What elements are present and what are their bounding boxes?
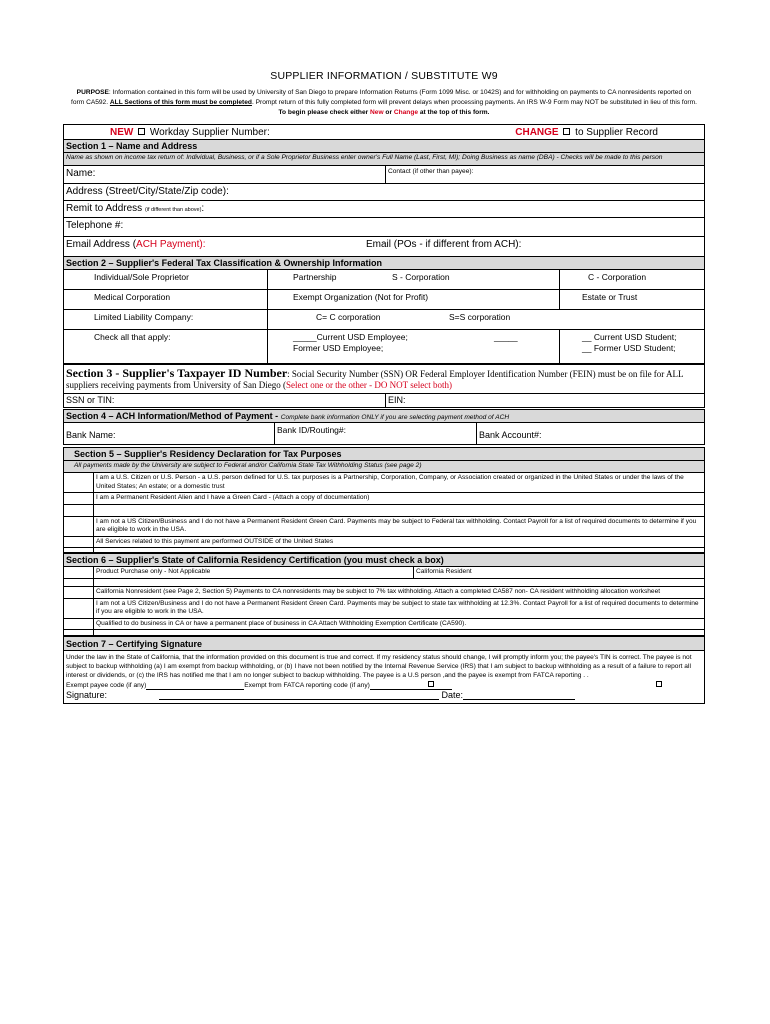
bank-row — [63, 423, 705, 445]
product-checkbox[interactable] — [64, 567, 94, 578]
partnership-option[interactable]: Partnership — [267, 270, 387, 289]
date-field[interactable] — [463, 699, 575, 700]
ca-resident-option[interactable]: California Resident — [416, 568, 472, 575]
residency-checkbox-3[interactable] — [64, 517, 94, 536]
qualified-checkbox[interactable] — [64, 619, 94, 630]
section3-heading: Section 3 - Supplier's Taxpayer ID Number — [66, 365, 288, 380]
section4-heading: Section 4 – ACH Information/Method of Payment - Complete bank information ONLY if you are selecting payment method of ACH — [63, 409, 705, 423]
signature-label: Signature: — [66, 690, 108, 700]
tax-class-row-1 — [63, 270, 705, 290]
ca-row-2: California Nonresident (see Page 2, Section 5) Payments to CA nonresidents may be subject to 7% tax withholding. Attach a completed CA587 non- CA resident withholding allocation worksheet — [63, 587, 705, 599]
residency-spacer — [63, 505, 705, 517]
residency-option-4: All Services related to this payment are performed OUTSIDE of the United States — [63, 537, 705, 549]
llc-option[interactable]: Limited Liability Company: — [94, 311, 194, 322]
residency-checkbox-2[interactable] — [64, 493, 94, 504]
fatca-checkbox-2[interactable] — [656, 681, 662, 687]
section1-instructions: Name as shown on income tax return of: Individual, Business, or if a Sole Proprietor Business enter owner's Full Name (Last, First, MI); Doing Business as name (DBA) - Checks will be made to this person — [63, 153, 705, 166]
ssn-field[interactable]: SSN or TIN: — [64, 394, 386, 407]
exempt-payee-label: Exempt payee code (if any) — [66, 682, 147, 689]
nonresident-checkbox[interactable] — [64, 587, 94, 598]
current-employee-option[interactable]: _____Current USD Employee; — [293, 331, 408, 342]
change-label: CHANGE — [515, 126, 559, 138]
account-field[interactable]: Bank Account#: — [476, 423, 704, 444]
telephone-row — [63, 218, 705, 237]
exempt-payee-field[interactable] — [146, 689, 244, 690]
s-corp-option[interactable]: S - Corporation — [392, 271, 450, 282]
remit-row — [63, 201, 705, 218]
residency-option-3: I am not a US Citizen/Business and I do not have a Permanent Resident Green Card. Payments may be subject to Federal tax withholding. Contact Payroll for a list of required documents to determine if you are eligible to work in the USA. — [63, 517, 705, 537]
date-label: Date: — [441, 690, 464, 700]
name-row — [63, 166, 705, 184]
residency-checkbox-4[interactable] — [64, 537, 94, 548]
not-us-checkbox[interactable] — [64, 599, 94, 618]
check-all-label: Check all that apply: — [94, 331, 171, 342]
product-option: Product Purchase only - Not Applicable — [94, 567, 414, 578]
change-checkbox[interactable] — [563, 128, 570, 135]
ca-row-1 — [63, 567, 705, 579]
change-text: to Supplier Record — [575, 126, 658, 138]
residency-checkbox-1[interactable] — [64, 473, 94, 492]
new-checkbox[interactable] — [138, 128, 145, 135]
form-page — [63, 70, 705, 704]
current-student-option[interactable]: __ Current USD Student; — [582, 331, 677, 342]
fatca-checkbox-1[interactable] — [428, 681, 434, 687]
section5-heading: Section 5 – Supplier's Residency Declaration for Tax Purposes — [63, 447, 705, 461]
ca-row-4: Qualified to do business in CA or have a permanent place of business in CA Attach Withholding Exemption Certificate (CA590). — [63, 619, 705, 631]
estate-option[interactable]: Estate or Trust — [559, 290, 704, 309]
new-label: NEW — [110, 126, 134, 138]
residency-option-1: I am a U.S. Citizen or U.S. Person - a U.S. person defined for U.S. tax purposes is a Partnership, Corporation, Company, or Association created or organized in the United States or under the laws of the United States; An estate; or a domestic trust — [63, 473, 705, 493]
exempt-fatca-label: Exempt from FATCA reporting code (if any) — [244, 682, 370, 689]
email-po-field[interactable]: Email (POs - if different from ACH): — [366, 238, 522, 250]
certification-block — [63, 651, 705, 704]
c-corp-option[interactable]: C - Corporation — [559, 270, 704, 289]
name-field[interactable]: Name: — [64, 166, 386, 183]
s-corp-llc: S=S corporation — [449, 311, 511, 322]
tax-class-row-2 — [63, 290, 705, 310]
telephone-field[interactable]: Telephone #: — [66, 219, 124, 231]
former-employee-option[interactable]: Former USD Employee; — [293, 342, 384, 353]
purpose-paragraph: PURPOSE: Information contained in this form will be used by University of San Diego to prepare Information Returns (Form 1099 Misc. or 1042S) and for withholding on payments to CA nonresidents reported on form CA592. ALL Sections of this form must be completed. Prompt return of this fully completed form will prevent delays when processing payments. An IRS W-9 Form may NOT be substituted in lieu of this form. To begin please check either New or Change at the top of this form. — [71, 89, 697, 116]
check-all-row — [63, 330, 705, 364]
medical-option[interactable]: Medical Corporation — [94, 291, 171, 302]
former-student-option[interactable]: __ Former USD Student; — [582, 342, 676, 353]
blank-line: _____ — [494, 331, 518, 342]
tax-class-row-3 — [63, 310, 705, 330]
exempt-option[interactable]: Exempt Organization (Not for Profit) — [267, 290, 559, 309]
form-title: SUPPLIER INFORMATION / SUBSTITUTE W9 — [270, 70, 498, 82]
bank-name-field[interactable]: Bank Name: — [66, 429, 116, 440]
email-ach-field[interactable]: Email Address (ACH Payment): — [66, 238, 206, 250]
routing-field[interactable]: Bank ID/Routing#: — [274, 423, 476, 444]
taxid-row — [63, 394, 705, 408]
section5-instructions: All payments made by the University are subject to Federal and/or California State Tax Withholding Status (see page 2) — [63, 461, 705, 474]
section6-heading: Section 6 – Supplier's State of California Residency Certification (you must check a box) — [63, 553, 705, 567]
section1-heading: Section 1 – Name and Address — [63, 140, 705, 153]
ca-row-3: I am not a US Citizen/Business and I do not have a Permanent Resident Green Card. Payments may be subject to state tax withholding at 12.3%. Contact Payroll for a list of required documents to determine if you are eligible to work in the USA. — [63, 599, 705, 619]
residency-option-2: I am a Permanent Resident Alien and I have a Green Card - (Attach a copy of documentation) — [63, 493, 705, 505]
workday-supplier-label: Workday Supplier Number: — [149, 126, 270, 138]
new-change-row — [63, 124, 705, 140]
individual-option[interactable]: Individual/Sole Proprietor — [94, 271, 189, 282]
certification-text: Under the law in the State of California, that the information provided on this document is true and correct. If my residency status should change, I will promptly inform you; the payee's TIN is correct. The payee is not subject to backup withholding (a) I am exempt from backup withholding, or (b) I have not been notified by the Internal Revenue Service (IRS) that I am subject to backup withholding as a result of a failure to report all interest or dividends, or (c) the IRS has notified me that I am no longer subject to backup withholding. The payee is a U.S person ,and the payee is exempt from FATCA reporting . . — [66, 654, 692, 679]
address-field[interactable]: Address (Street/City/State/Zip code): — [66, 185, 229, 197]
section2-heading: Section 2 – Supplier's Federal Tax Classification & Ownership Information — [63, 257, 705, 270]
section7-heading: Section 7 – Certifying Signature — [63, 636, 705, 651]
signature-field[interactable] — [159, 699, 439, 700]
email-row — [63, 237, 705, 257]
remit-field[interactable]: Remit to Address (if different than above): — [66, 202, 205, 214]
address-row — [63, 184, 705, 201]
c-corp-llc: C= C corporation — [267, 310, 427, 329]
section3-header: Section 3 - Supplier's Taxpayer ID Number: Social Security Number (SSN) OR Federal Employer Identification Number (FEIN) must be on file for ALL suppliers receiving payments from University of San Diego (Select one or the other - DO NOT select both) — [63, 364, 705, 394]
contact-field[interactable]: Contact (if other than payee): — [388, 167, 474, 175]
ein-field[interactable]: EIN: — [388, 394, 406, 405]
